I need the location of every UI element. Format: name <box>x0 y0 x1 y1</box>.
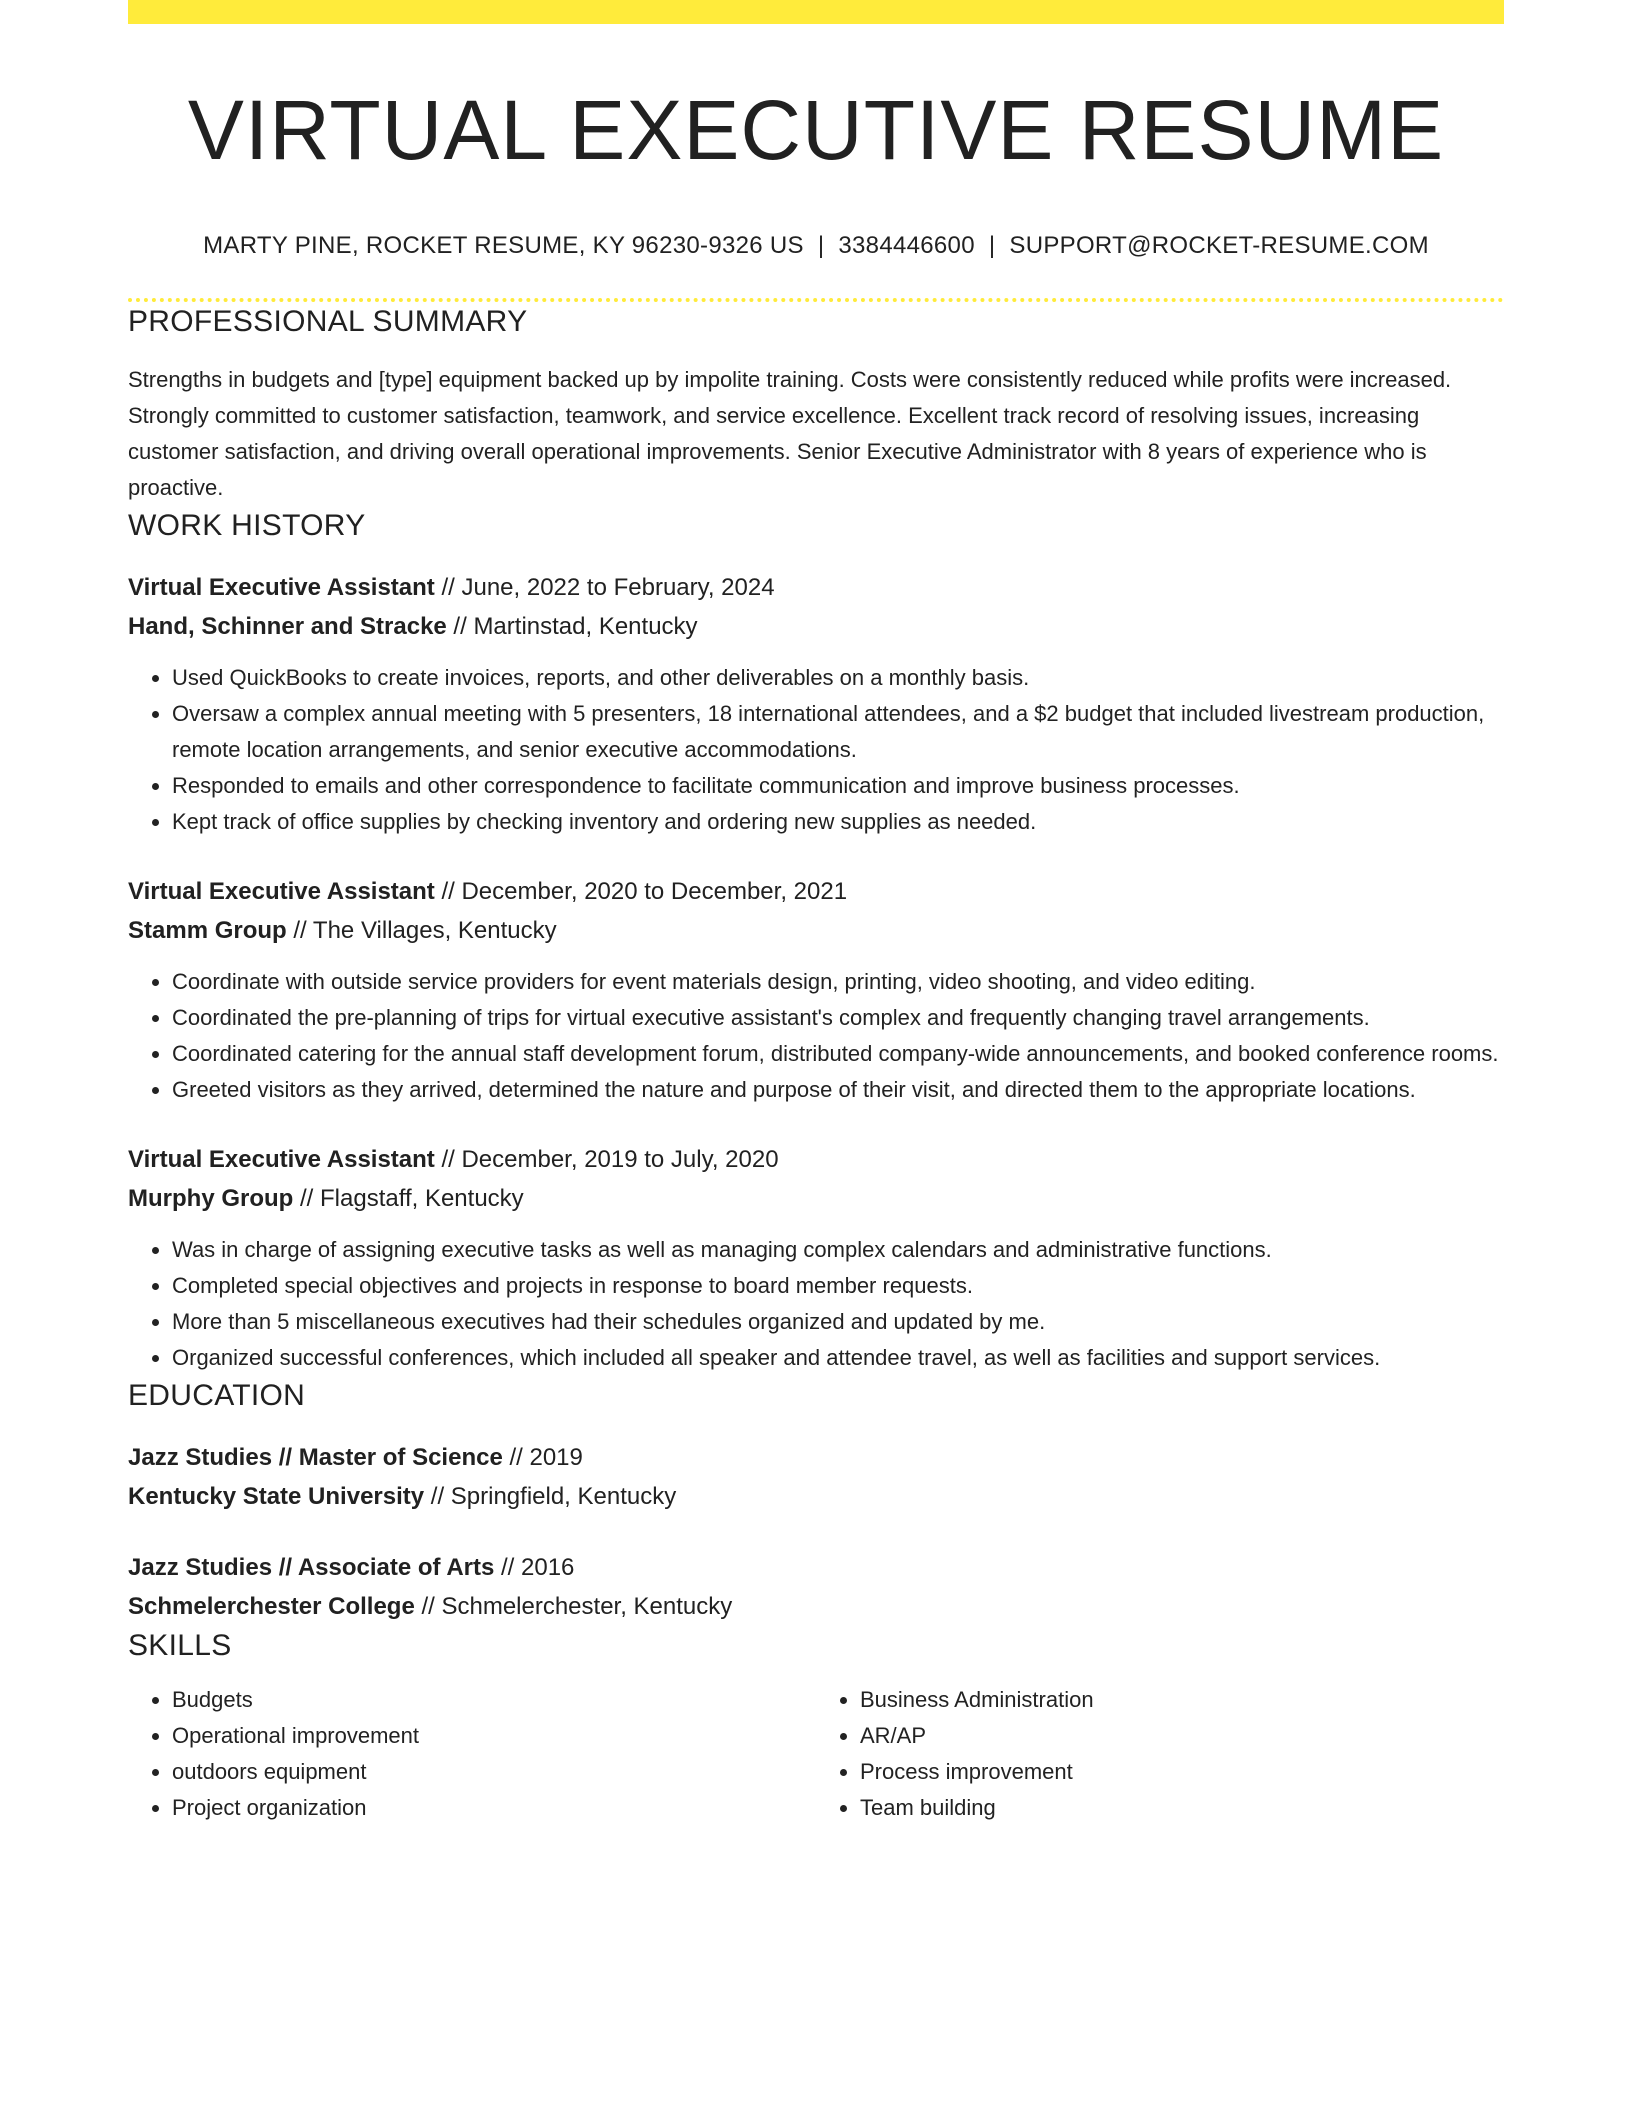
education-degree-line <box>128 1438 1504 1477</box>
job-role-line <box>128 1140 1504 1179</box>
skill-item: • Business Administration <box>860 1682 1504 1718</box>
education-school: Schmelerchester College <box>128 1593 415 1620</box>
list-item: • Coordinated the pre-planning of trips for virtual executive assistant's complex and frequently changing travel arrangements. <box>172 1000 1504 1036</box>
education-year: // 2016 <box>494 1554 575 1581</box>
list-item: • Coordinated catering for the annual staff development forum, distributed company-wide announcements, and booked conference rooms. <box>172 1036 1504 1072</box>
list-item: • Completed special objectives and projects in response to board member requests. <box>172 1268 1504 1304</box>
list-item: • Oversaw a complex annual meeting with 5 presenters, 18 international attendees, and a $2 budget that included livestream production, remote location arrangements, and senior executive accommodations. <box>172 696 1504 768</box>
education-location: // Schmelerchester, Kentucky <box>414 1593 733 1620</box>
job-dates: // December, 2020 to December, 2021 <box>434 878 848 905</box>
skills-column-left <box>128 1682 816 1826</box>
skill-item: • Budgets <box>172 1682 816 1718</box>
skill-item: • Operational improvement <box>172 1718 816 1754</box>
job-entry <box>128 568 1504 840</box>
list-item: • Organized successful conferences, which included all speaker and attendee travel, as well as facilities and support services. <box>172 1340 1504 1376</box>
skill-item: • Process improvement <box>860 1754 1504 1790</box>
skill-item: • outdoors equipment <box>172 1754 816 1790</box>
list-item: • Used QuickBooks to create invoices, reports, and other deliverables on a monthly basis. <box>172 660 1504 696</box>
education-year: // 2019 <box>502 1444 583 1471</box>
job-location: // Flagstaff, Kentucky <box>293 1185 524 1212</box>
job-company-line <box>128 607 1504 646</box>
job-dates: // December, 2019 to July, 2020 <box>434 1146 779 1173</box>
job-company: Murphy Group <box>128 1185 294 1212</box>
job-role-line <box>128 872 1504 911</box>
list-item: • More than 5 miscellaneous executives had their schedules organized and updated by me. <box>172 1304 1504 1340</box>
job-role: Virtual Executive Assistant <box>128 878 435 905</box>
education-school-line <box>128 1477 1504 1516</box>
education-location: // Springfield, Kentucky <box>424 1483 677 1510</box>
resume-page <box>128 0 1504 1826</box>
job-dates: // June, 2022 to February, 2024 <box>434 574 775 601</box>
job-company-line <box>128 911 1504 950</box>
job-role: Virtual Executive Assistant <box>128 1146 435 1173</box>
resume-title: VIRTUAL EXECUTIVE RESUME <box>187 83 1445 177</box>
job-company-line <box>128 1179 1504 1218</box>
job-company: Hand, Schinner and Stracke <box>128 613 447 640</box>
education-degree: Jazz Studies // Master of Science <box>128 1444 503 1471</box>
skills-grid <box>128 1682 1504 1826</box>
skills-column-right <box>816 1682 1504 1826</box>
education-entry <box>128 1438 1504 1516</box>
job-entry <box>128 1140 1504 1376</box>
section-title-summary: PROFESSIONAL SUMMARY <box>128 305 528 338</box>
list-item: • Kept track of office supplies by checking inventory and ordering new supplies as needed. <box>172 804 1504 840</box>
contact-separator: | <box>817 232 825 259</box>
list-item: • Coordinate with outside service providers for event materials design, printing, video shooting, and video editing. <box>172 964 1504 1000</box>
education-degree: Jazz Studies // Associate of Arts <box>128 1554 495 1581</box>
job-location: // Martinstad, Kentucky <box>446 613 698 640</box>
job-entry <box>128 872 1504 1108</box>
job-role: Virtual Executive Assistant <box>128 574 435 601</box>
contact-phone: 3384446600 <box>838 232 975 259</box>
contact-email: SUPPORT@ROCKET-RESUME.COM <box>1009 232 1429 259</box>
education-school-line <box>128 1587 1504 1626</box>
contact-separator: | <box>988 232 996 259</box>
education-entry <box>128 1548 1504 1626</box>
education-degree-line <box>128 1548 1504 1587</box>
job-bullets <box>128 964 1504 1108</box>
section-title-education: EDUCATION <box>128 1379 306 1412</box>
section-title-work-history: WORK HISTORY <box>128 509 366 542</box>
list-item: • Responded to emails and other correspondence to facilitate communication and improve business processes. <box>172 768 1504 804</box>
job-bullets <box>128 1232 1504 1376</box>
job-location: // The Villages, Kentucky <box>286 917 557 944</box>
job-company: Stamm Group <box>128 917 287 944</box>
job-role-line <box>128 568 1504 607</box>
contact-line <box>128 232 1504 260</box>
summary-text: Strengths in budgets and [type] equipment backed up by impolite training. Costs were consistently reduced while profits were increased. Strongly committed to customer satisfaction, teamwork, and service excellence. Excellent track record of resolving issues, increasing customer satisfaction, and driving overall operational improvements. Senior Executive Administrator with 8 years of experience who is proactive. <box>128 367 1452 500</box>
contact-address: MARTY PINE, ROCKET RESUME, KY 96230-9326 US <box>203 232 804 259</box>
accent-top-bar <box>128 0 1504 24</box>
list-item: • Greeted visitors as they arrived, determined the nature and purpose of their visit, and directed them to the appropriate locations. <box>172 1072 1504 1108</box>
skill-item: • AR/AP <box>860 1718 1504 1754</box>
skill-item: • Project organization <box>172 1790 816 1826</box>
education-school: Kentucky State University <box>128 1483 425 1510</box>
skill-item: • Team building <box>860 1790 1504 1826</box>
job-bullets <box>128 660 1504 840</box>
section-title-skills: SKILLS <box>128 1629 232 1662</box>
list-item: • Was in charge of assigning executive tasks as well as managing complex calendars and administrative functions. <box>172 1232 1504 1268</box>
